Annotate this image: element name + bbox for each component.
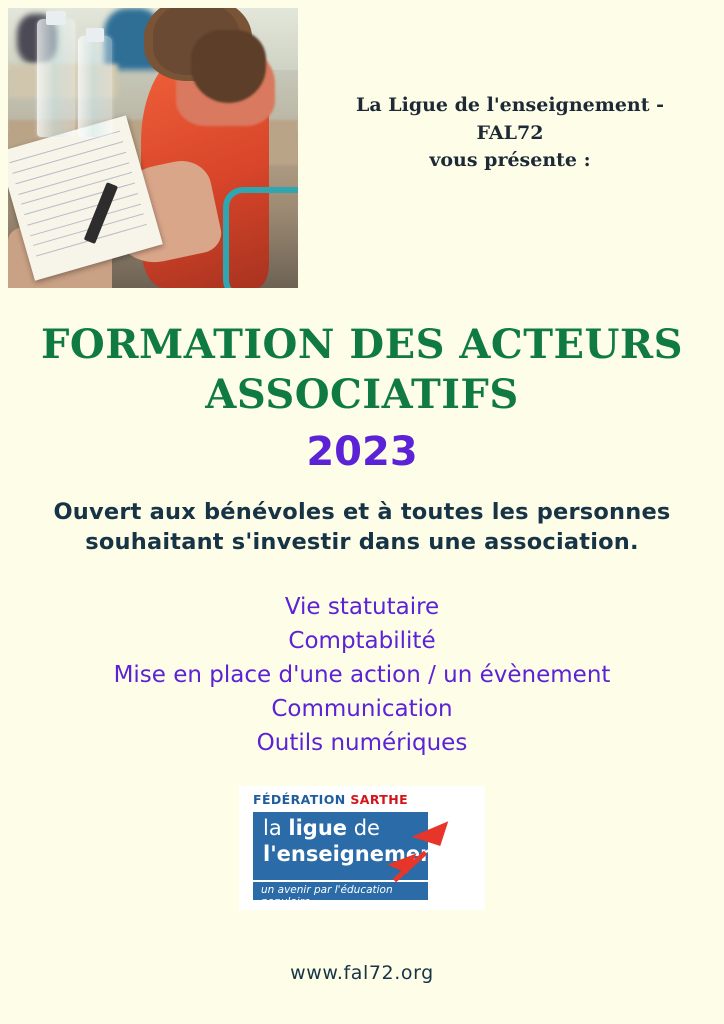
photo-bottle-cap-1 [46,11,66,25]
title-line-1: FORMATION DES ACTEURS [40,321,684,368]
logo-department-label: SARTHE [350,792,409,807]
presenter-line-3: vous présente : [429,149,591,172]
list-item: Comptabilité [288,628,436,655]
logo-name-line-2: l'enseignement [263,842,446,866]
title-line-2: ASSOCIATIFS [205,371,519,418]
logo-name-de: de [347,816,380,840]
list-item: Mise en place d'une action / un évènement [113,662,611,689]
photo-water-bottle-2 [78,36,113,137]
presenter-line-2: FAL72 [476,121,544,144]
photo-artwork [8,8,298,288]
photo-bottle-cap-2 [86,28,103,42]
list-item: Outils numériques [256,730,468,757]
presenter-block [310,92,710,175]
logo-name-ligue: ligue [288,816,348,840]
logo-federation-line [253,792,408,807]
classroom-photo [8,8,298,288]
list-item: Vie statutaire [284,594,440,620]
page-title [0,320,724,478]
logo-federation-label: FÉDÉRATION [253,792,346,807]
logo-tagline: un avenir par l'éducation populaire [261,884,393,908]
list-item: Communication [271,696,453,723]
topic-list [30,590,694,760]
subtitle-block [30,497,694,558]
title-year: 2023 [306,429,418,475]
photo-chair [223,187,298,288]
logo-name-la: la [263,816,289,840]
photo-woman-hair-front [191,30,266,103]
subtitle-line-1: Ouvert aux bénévoles et à toutes les personnes [53,499,671,525]
logo-name-line-1 [263,816,380,840]
presenter-line-1: La Ligue de l'enseignement - [355,94,665,116]
subtitle-line-2: souhaitant s'investir dans une association. [85,529,639,556]
website-url[interactable]: www.fal72.org [290,962,434,984]
ligue-enseignement-logo [239,786,485,910]
photo-water-bottle-1 [37,19,75,137]
logo-tagline-bar [253,882,428,908]
